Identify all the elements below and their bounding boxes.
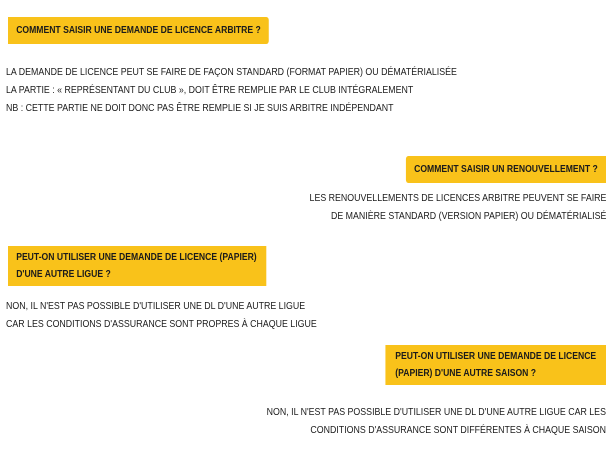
body-line: CONDITIONS D'ASSURANCE SONT DIFFÉRENTES À CHAQUE SAISON xyxy=(310,424,606,436)
body-autre-ligue xyxy=(6,297,317,333)
heading-saisir-demande xyxy=(8,17,269,44)
body-line: DE MANIÈRE STANDARD (VERSION PAPIER) OU DÉMATÉRIALISÉ xyxy=(330,210,606,222)
heading-autre-ligue xyxy=(8,246,267,286)
body-line: LA PARTIE : « REPRÉSENTANT DU CLUB », DOIT ÊTRE REMPLIE PAR LE CLUB INTÉGRALEMENT xyxy=(6,84,414,96)
body-line: NON, IL N'EST PAS POSSIBLE D'UTILISER UNE DL D'UNE AUTRE LIGUE CAR LES xyxy=(266,406,606,418)
body-line: LES RENOUVELLEMENTS DE LICENCES ARBITRE PEUVENT SE FAIRE xyxy=(309,192,606,204)
body-autre-saison xyxy=(267,403,606,439)
body-line: NB : CETTE PARTIE NE DOIT DONC PAS ÊTRE REMPLIE SI JE SUIS ARBITRE INDÉPENDANT xyxy=(6,102,394,114)
heading-autre-saison xyxy=(385,345,606,385)
body-line: LA DEMANDE DE LICENCE PEUT SE FAIRE DE FAÇON STANDARD (FORMAT PAPIER) OU DÉMATÉRIALISÉE xyxy=(6,66,457,78)
heading-line: (PAPIER) D'UNE AUTRE SAISON ? xyxy=(395,367,537,379)
body-line: CAR LES CONDITIONS D'ASSURANCE SONT PROPRES À CHAQUE LIGUE xyxy=(6,318,317,330)
heading-line: PEUT-ON UTILISER UNE DEMANDE DE LICENCE (PAPIER) xyxy=(16,251,257,263)
heading-renouvellement xyxy=(406,156,606,183)
heading-line: COMMENT SAISIR UNE DEMANDE DE LICENCE ARBITRE ? xyxy=(16,24,261,36)
body-line: NON, IL N'EST PAS POSSIBLE D'UTILISER UNE DL D'UNE AUTRE LIGUE xyxy=(6,300,306,312)
heading-line: PEUT-ON UTILISER UNE DEMANDE DE LICENCE xyxy=(395,350,597,362)
heading-line: COMMENT SAISIR UN RENOUVELLEMENT ? xyxy=(414,163,598,175)
heading-line: D'UNE AUTRE LIGUE ? xyxy=(16,268,111,280)
body-saisir-demande xyxy=(6,63,457,117)
body-renouvellement xyxy=(309,189,606,225)
